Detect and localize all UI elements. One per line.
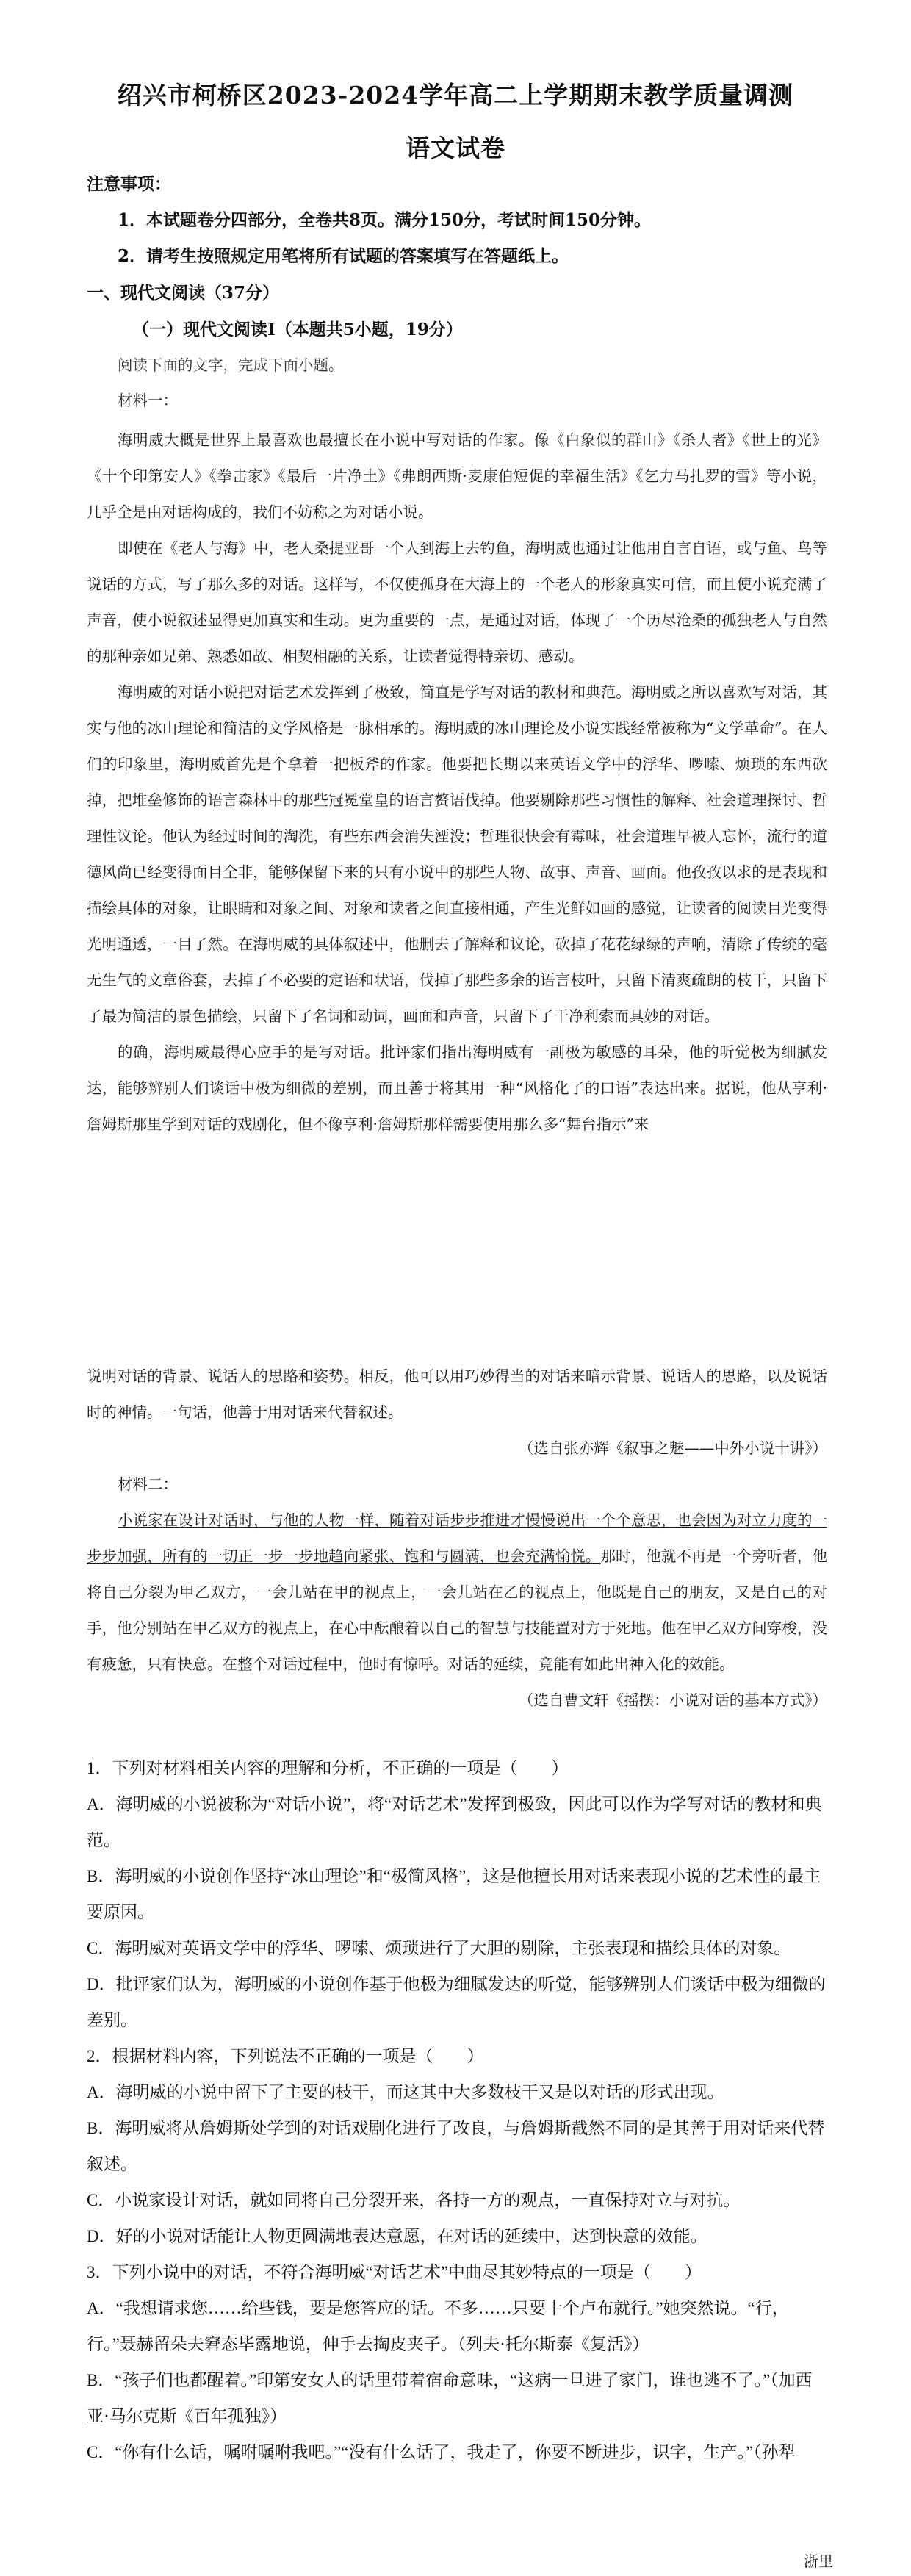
reading-instruction: 阅读下面的文字，完成下面小题。 (118, 356, 344, 374)
question-3-option-b: B．“孩子们也都醒着。”印第安女人的话里带着宿命意味，“这病一旦进了家门，谁也逃不了。”（加西亚·马尔克斯《百年孤独》） (87, 2371, 813, 2425)
material1-paragraph-4: 的确，海明威最得心应手的是写对话。批评家们指出海明威有一副极为敏感的耳朵，他的听觉极为细腻发达，能够辨别人们谈话中极为细微的差别，而且善于将其用一种“风格化了的口语”表达出来。据说，他从亨利·詹姆斯那里学到对话的戏剧化，但不像亨利·詹姆斯那样需要使用那么多“舞台指示”来 (87, 1043, 827, 1133)
material2-text: 那时，他就不再是一个旁听者，他将自己分裂为甲乙双方，一会儿站在甲的视点上，一会儿站在乙的视点上，他既是自己的朋友，又是自己的对手，他分别站在甲乙双方的视点上，在心中酝酿着以自己的智慧与技能置对方于死地。他在甲乙双方间穿梭，没有疲惫，只有快意。在整个对话过程中，他时有惊呼。对话的延续，竟能有如此出神入化的效能。 (87, 1547, 828, 1673)
notes-heading: 注意事项： (87, 174, 171, 194)
question-3-option-a: A．“我想请求您……给些钱，要是您答应的话。不多……只要十个卢布就行。”她突然说。“行，行。”聂赫留朵夫窘态毕露地说，伸手去掏皮夹子。（列夫·托尔斯泰《复活》） (87, 2299, 789, 2353)
question-3-option-c: C．“你有什么话，嘱咐嘱咐我吧。”“没有什么话了，我走了，你要不断进步，识字，生产。”（孙犁 (87, 2443, 796, 2461)
material1-source: （选自张亦辉《叙事之魅——中外小说十讲》） (518, 1439, 827, 1457)
material1-continued (87, 1359, 827, 1719)
material1-label: 材料一： (118, 392, 178, 409)
question-1-option-b: B．海明威的小说创作坚持“冰山理论”和“极简风格”，这是他擅长用对话来表现小说的艺术性的最主要原因。 (87, 1867, 821, 1921)
question-1-stem: 1．下列对材料相关内容的理解和分析，不正确的一项是（ ） (87, 1759, 569, 1777)
notes-item-1: 1．本试题卷分四部分，全卷共8页。满分150分，考试时间150分钟。 (118, 210, 652, 230)
material1-paragraph-1: 海明威大概是世界上最喜欢也最擅长在小说中写对话的作家。像《白象似的群山》《杀人者》《世上的光》《十个印第安人》《拳击家》《最后一片净土》《弗朗西斯·麦康伯短促的幸福生活》《乞力马扎罗的雪》等小说，几乎全是由对话构成的，我们不妨称之为对话小说。 (87, 431, 827, 521)
question-1-option-c: C．海明威对英语文学中的浮华、啰嗦、烦琐进行了大胆的剔除，主张表现和描绘具体的对象。 (87, 1939, 791, 1957)
question-3-stem: 3．下列小说中的对话，不符合海明威“对话艺术”中曲尽其妙特点的一项是（ ） (87, 2263, 702, 2281)
question-2-option-a: A．海明威的小说中留下了主要的枝干，而这其中大多数枝干又是以对话的形式出现。 (87, 2083, 724, 2101)
material2-label: 材料二： (118, 1475, 178, 1493)
page-footer: 浙里 (804, 2552, 833, 2570)
material1-body (87, 422, 827, 1143)
material2-source: （选自曹文轩《摇摆：小说对话的基本方式》） (518, 1691, 827, 1709)
material1-paragraph-2: 即使在《老人与海》中，老人桑提亚哥一个人到海上去钓鱼，海明威也通过让他用自言自语，或与鱼、鸟等说话的方式，写了那么多的对话。这样写，不仅使孤身在大海上的一个老人的形象真实可信，而且使小说充满了声音，使小说叙述显得更加真实和生动。更为重要的一点，是通过对话，体现了一个历尽沧桑的孤独老人与自然的那种亲如兄弟、熟悉如故、相契相融的关系，让读者觉得特亲切、感动。 (87, 539, 827, 665)
page-subtitle: 语文试卷 (406, 134, 505, 162)
notes-item-2: 2．请考生按照规定用笔将所有试题的答案填写在答题纸上。 (118, 246, 569, 266)
question-2-option-b: B．海明威将从詹姆斯处学到的对话戏剧化进行了改良，与詹姆斯截然不同的是其善于用对话来代替叙述。 (87, 2119, 825, 2173)
question-1-option-a: A．海明威的小说被称为“对话小说”，将“对话艺术”发挥到极致，因此可以作为学写对话的教材和典范。 (87, 1795, 822, 1849)
material1-paragraph-4-cont: 说明对话的背景、说话人的思路和姿势。相反，他可以用巧妙得当的对话来暗示背景、说话人的思路，以及说话时的神情。一句话，他善于用对话来代替叙述。 (87, 1367, 827, 1421)
material1-paragraph-3: 海明威的对话小说把对话艺术发挥到了极致，简直是学写对话的教材和典范。海明威之所以喜欢写对话，其实与他的冰山理论和简洁的文学风格是一脉相承的。海明威的冰山理论及小说实践经常被称为“文学革命”。在人们的印象里，海明威首先是个拿着一把板斧的作家。他要把长期以来英语文学中的浮华、啰嗦、烦琐的东西砍掉，把堆垒修饰的语言森林中的那些冠冕堂皇的语言赘语伐掉。他要剔除那些习惯性的解释、社会道理探讨、哲理性议论。他认为经过时间的淘洗，有些东西会消失湮没；哲理很快会有霉味，社会道理早被人忘怀，流行的道德风尚已经变得面目全非，能够保留下来的只有小说中的那些人物、故事、声音、画面。他孜孜以求的是表现和描绘具体的对象，让眼睛和对象之间、对象和读者之间直接相通，产生光鲜如画的感觉，让读者的阅读目光变得光明通透，一目了然。在海明威的具体叙述中，他删去了解释和议论，砍掉了花花绿绿的声响，清除了传统的毫无生气的文章俗套，去掉了不必要的定语和状语，伐掉了那些多余的语言枝叶，只留下清爽疏朗的枝干，只留下了最为简洁的景色描绘，只留下了名词和动词，画面和声音，只留下了干净利索而具妙的对话。 (87, 683, 827, 1025)
material2-underlined-text: 小说家在设计对话时，与他的人物一样，随着对话步步推进才慢慢说出一个个意思，也会因为对立力度的一步步加强，所有的一切正一步一步地趋向紧张、饱和与圆满，也会充满愉悦。 (87, 1511, 827, 1565)
question-2-option-c: C．小说家设计对话，就如同将自己分裂开来，各持一方的观点，一直保持对立与对抗。 (87, 2191, 741, 2209)
page-title: 绍兴市柯桥区2023-2024学年高二上学期期末教学质量调测 (117, 81, 794, 109)
subsection-heading: （一）现代文阅读Ⅰ（本题共5小题，19分） (132, 320, 463, 339)
section-heading: 一、现代文阅读（37分） (87, 283, 280, 303)
question-1-option-d: D．批评家们认为，海明威的小说创作基于他极为细腻发达的听觉，能够辨别人们谈话中极为细微的差别。 (87, 1975, 826, 2029)
question-2-option-d: D．好的小说对话能让人物更圆满地表达意愿，在对话的延续中，达到快意的效能。 (87, 2227, 707, 2245)
question-2-stem: 2．根据材料内容，下列说法不正确的一项是（ ） (87, 2047, 484, 2065)
question-list (87, 1750, 827, 2470)
